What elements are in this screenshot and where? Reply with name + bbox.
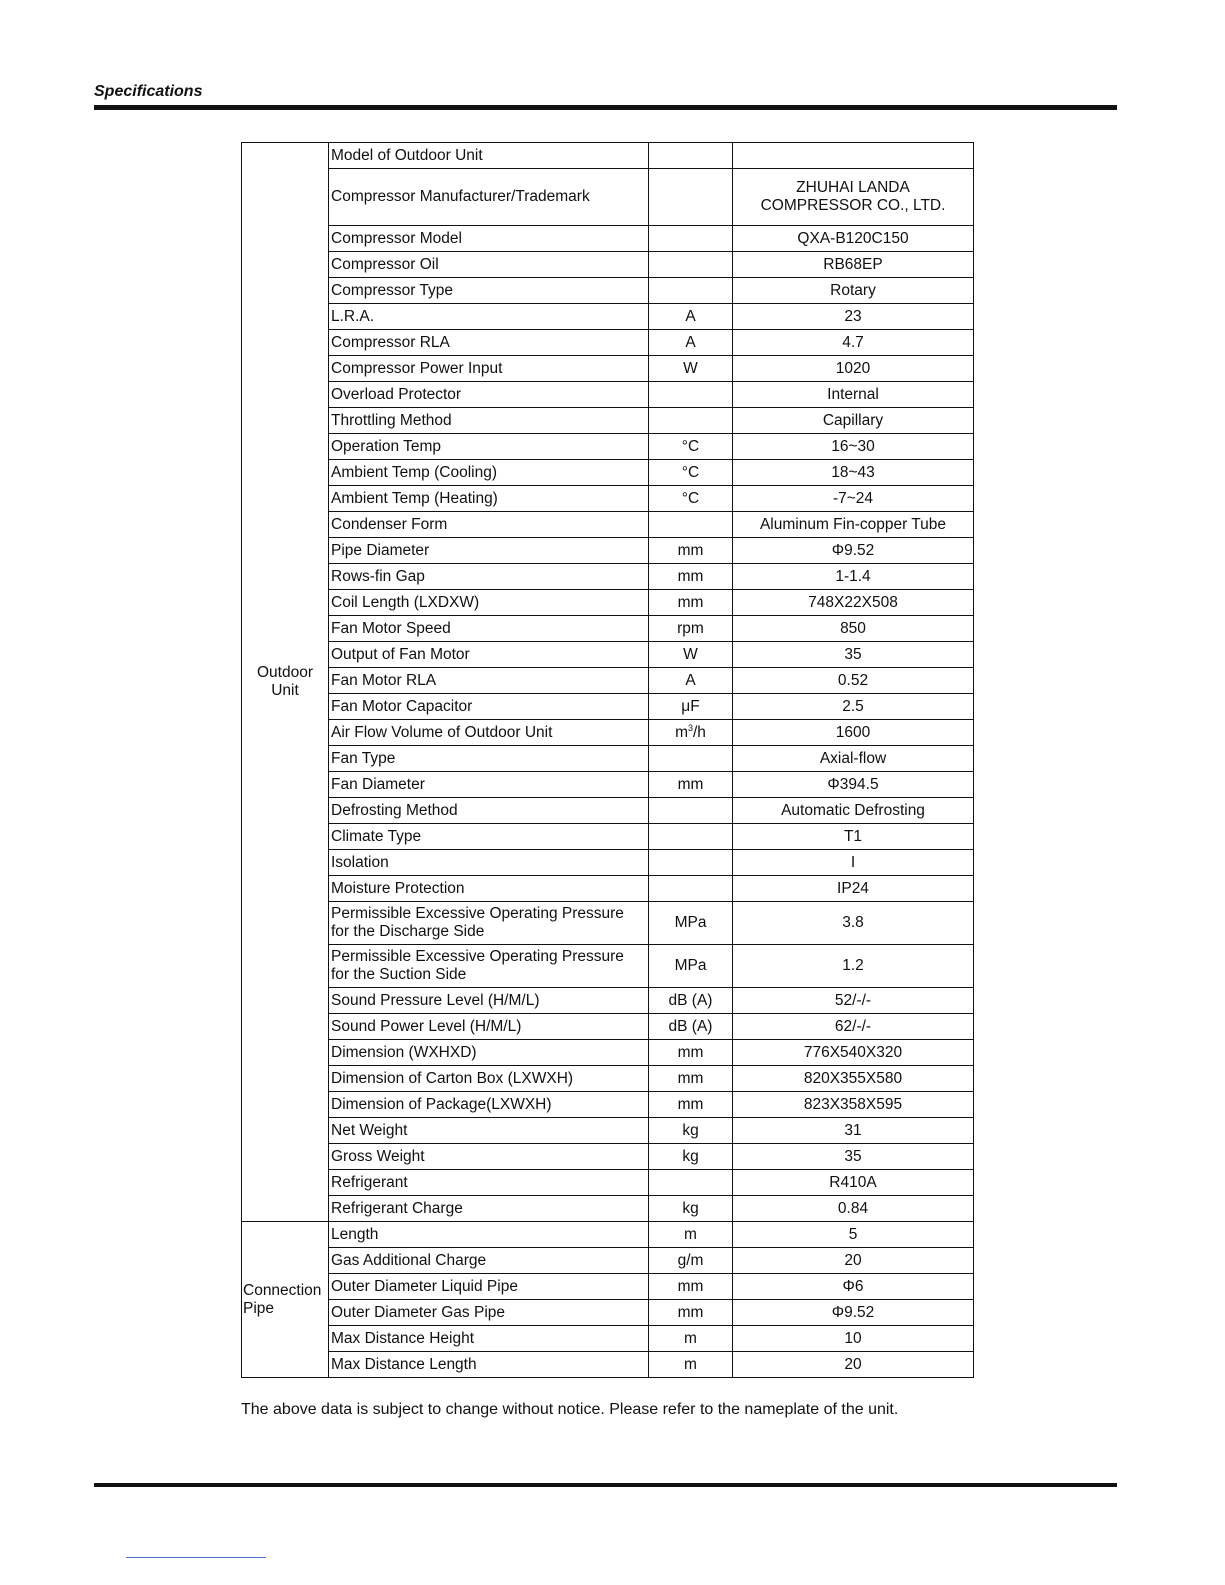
value-cell: 0.52 xyxy=(733,668,974,694)
table-row xyxy=(242,1118,974,1144)
table-row xyxy=(242,746,974,772)
table-row xyxy=(242,143,974,169)
value-cell: 52/-/- xyxy=(733,988,974,1014)
table-row xyxy=(242,1092,974,1118)
value-cell: 10 xyxy=(733,1326,974,1352)
table-row xyxy=(242,434,974,460)
param-cell: Dimension of Package(LXWXH) xyxy=(329,1092,649,1118)
table-row xyxy=(242,1196,974,1222)
unit-cell: MPa xyxy=(649,902,733,945)
unit-cell xyxy=(649,850,733,876)
unit-cell: g/m xyxy=(649,1248,733,1274)
value-cell: RB68EP xyxy=(733,252,974,278)
param-cell: L.R.A. xyxy=(329,304,649,330)
table-row xyxy=(242,590,974,616)
unit-cell: MPa xyxy=(649,945,733,988)
value-cell: 35 xyxy=(733,642,974,668)
param-cell: Length xyxy=(329,1222,649,1248)
unit-cell: m xyxy=(649,1326,733,1352)
unit-cell xyxy=(649,798,733,824)
group-connection-pipe: Connection Pipe xyxy=(242,1222,329,1378)
param-cell: Outer Diameter Liquid Pipe xyxy=(329,1274,649,1300)
unit-cell: kg xyxy=(649,1144,733,1170)
value-cell: 20 xyxy=(733,1352,974,1378)
unit-cell: A xyxy=(649,330,733,356)
header-rule xyxy=(94,105,1117,110)
param-cell: Operation Temp xyxy=(329,434,649,460)
unit-cell: dB (A) xyxy=(649,988,733,1014)
value-cell: Φ9.52 xyxy=(733,538,974,564)
param-cell: Moisture Protection xyxy=(329,876,649,902)
value-cell: 850 xyxy=(733,616,974,642)
param-cell: Ambient Temp (Cooling) xyxy=(329,460,649,486)
unit-cell: mm xyxy=(649,538,733,564)
param-cell: Max Distance Length xyxy=(329,1352,649,1378)
unit-cell: mm xyxy=(649,1300,733,1326)
table-row xyxy=(242,798,974,824)
param-cell: Compressor Oil xyxy=(329,252,649,278)
value-cell: 0.84 xyxy=(733,1196,974,1222)
page-title: Specifications xyxy=(94,83,203,100)
value-cell: Internal xyxy=(733,382,974,408)
value-cell: 23 xyxy=(733,304,974,330)
table-row xyxy=(242,902,974,945)
unit-cell: kg xyxy=(649,1118,733,1144)
table-row xyxy=(242,642,974,668)
unit-cell: W xyxy=(649,356,733,382)
value-cell: 2.5 xyxy=(733,694,974,720)
unit-cell: mm xyxy=(649,590,733,616)
value-cell: 1-1.4 xyxy=(733,564,974,590)
param-cell: Permissible Excessive Operating Pressure for the Discharge Side xyxy=(329,902,649,945)
unit-cell: °C xyxy=(649,434,733,460)
param-cell: Fan Motor RLA xyxy=(329,668,649,694)
unit-cell: mm xyxy=(649,1066,733,1092)
value-cell: 820X355X580 xyxy=(733,1066,974,1092)
value-cell: QXA-B120C150 xyxy=(733,226,974,252)
unit-cell xyxy=(649,252,733,278)
param-cell: Overload Protector xyxy=(329,382,649,408)
param-cell: Dimension of Carton Box (LXWXH) xyxy=(329,1066,649,1092)
value-cell: 823X358X595 xyxy=(733,1092,974,1118)
param-cell: Sound Pressure Level (H/M/L) xyxy=(329,988,649,1014)
value-cell: -7~24 xyxy=(733,486,974,512)
value-cell: T1 xyxy=(733,824,974,850)
value-cell: 748X22X508 xyxy=(733,590,974,616)
table-row xyxy=(242,512,974,538)
value-cell: IP24 xyxy=(733,876,974,902)
value-cell: 1020 xyxy=(733,356,974,382)
unit-cell: W xyxy=(649,642,733,668)
param-cell: Output of Fan Motor xyxy=(329,642,649,668)
unit-base: m xyxy=(675,723,688,741)
param-cell: Outer Diameter Gas Pipe xyxy=(329,1300,649,1326)
param-cell: Dimension (WXHXD) xyxy=(329,1040,649,1066)
unit-cell xyxy=(649,1170,733,1196)
value-cell: Aluminum Fin-copper Tube xyxy=(733,512,974,538)
value-cell: 776X540X320 xyxy=(733,1040,974,1066)
param-cell: Gas Additional Charge xyxy=(329,1248,649,1274)
unit-superscript: 3 xyxy=(687,722,693,733)
unit-cell: A xyxy=(649,304,733,330)
unit-cell: A xyxy=(649,668,733,694)
value-cell: 1.2 xyxy=(733,945,974,988)
unit-cell: mm xyxy=(649,1040,733,1066)
unit-cell xyxy=(649,824,733,850)
param-cell: Air Flow Volume of Outdoor Unit xyxy=(329,720,649,746)
table-row xyxy=(242,1066,974,1092)
unit-cell: m xyxy=(649,1352,733,1378)
table-row xyxy=(242,1326,974,1352)
unit-cell: m xyxy=(649,1222,733,1248)
footer-link-underline xyxy=(126,1557,266,1558)
value-cell: ZHUHAI LANDA COMPRESSOR CO., LTD. xyxy=(733,169,974,226)
unit-cell xyxy=(649,382,733,408)
param-cell: Model of Outdoor Unit xyxy=(329,143,649,169)
table-row xyxy=(242,1170,974,1196)
unit-cell: °C xyxy=(649,486,733,512)
param-cell: Refrigerant Charge xyxy=(329,1196,649,1222)
unit-cell xyxy=(649,408,733,434)
unit-cell: mm xyxy=(649,772,733,798)
table-row xyxy=(242,876,974,902)
table-row xyxy=(242,564,974,590)
value-cell: Rotary xyxy=(733,278,974,304)
table-row xyxy=(242,1144,974,1170)
value-cell: 62/-/- xyxy=(733,1014,974,1040)
param-cell: Compressor Type xyxy=(329,278,649,304)
param-cell: Gross Weight xyxy=(329,1144,649,1170)
value-cell: 3.8 xyxy=(733,902,974,945)
unit-cell xyxy=(649,720,733,746)
table-row xyxy=(242,486,974,512)
table-row xyxy=(242,408,974,434)
param-cell: Refrigerant xyxy=(329,1170,649,1196)
table-row xyxy=(242,1222,974,1248)
unit-cell xyxy=(649,143,733,169)
table-row xyxy=(242,1014,974,1040)
unit-cell xyxy=(649,746,733,772)
unit-cell: rpm xyxy=(649,616,733,642)
value-cell xyxy=(733,143,974,169)
value-cell: Φ394.5 xyxy=(733,772,974,798)
table-row xyxy=(242,850,974,876)
param-cell: Coil Length (LXDXW) xyxy=(329,590,649,616)
value-cell: R410A xyxy=(733,1170,974,1196)
value-cell: 4.7 xyxy=(733,330,974,356)
table-row xyxy=(242,382,974,408)
param-cell: Defrosting Method xyxy=(329,798,649,824)
table-row xyxy=(242,1352,974,1378)
unit-cell: mm xyxy=(649,1274,733,1300)
value-cell: Φ6 xyxy=(733,1274,974,1300)
param-cell: Compressor Manufacturer/Trademark xyxy=(329,169,649,226)
unit-cell xyxy=(649,226,733,252)
value-cell: 18~43 xyxy=(733,460,974,486)
param-cell: Permissible Excessive Operating Pressure for the Suction Side xyxy=(329,945,649,988)
param-cell: Fan Type xyxy=(329,746,649,772)
param-cell: Compressor Power Input xyxy=(329,356,649,382)
table-row xyxy=(242,538,974,564)
value-cell: Automatic Defrosting xyxy=(733,798,974,824)
disclaimer-text: The above data is subject to change without notice. Please refer to the nameplate of the unit. xyxy=(241,1401,899,1418)
table-row xyxy=(242,330,974,356)
param-cell: Rows-fin Gap xyxy=(329,564,649,590)
unit-cell: mm xyxy=(649,1092,733,1118)
value-cell: 5 xyxy=(733,1222,974,1248)
table-row xyxy=(242,824,974,850)
param-cell: Sound Power Level (H/M/L) xyxy=(329,1014,649,1040)
table-row xyxy=(242,772,974,798)
unit-cell xyxy=(649,169,733,226)
table-row xyxy=(242,1040,974,1066)
table-row xyxy=(242,1274,974,1300)
specifications-table xyxy=(241,142,974,1378)
param-cell: Pipe Diameter xyxy=(329,538,649,564)
unit-cell: kg xyxy=(649,1196,733,1222)
param-cell: Fan Motor Capacitor xyxy=(329,694,649,720)
table-row xyxy=(242,694,974,720)
table-row xyxy=(242,1248,974,1274)
param-cell: Compressor Model xyxy=(329,226,649,252)
value-cell: Φ9.52 xyxy=(733,1300,974,1326)
unit-cell: dB (A) xyxy=(649,1014,733,1040)
table-row xyxy=(242,252,974,278)
footer-rule xyxy=(94,1483,1117,1487)
unit-cell: mm xyxy=(649,564,733,590)
unit-cell: μF xyxy=(649,694,733,720)
table-row xyxy=(242,169,974,226)
unit-cell xyxy=(649,876,733,902)
table-row xyxy=(242,356,974,382)
value-cell: I xyxy=(733,850,974,876)
table-row xyxy=(242,304,974,330)
table-row xyxy=(242,945,974,988)
value-cell: Capillary xyxy=(733,408,974,434)
value-cell: Axial-flow xyxy=(733,746,974,772)
value-cell: 16~30 xyxy=(733,434,974,460)
table-row xyxy=(242,720,974,746)
param-cell: Fan Motor Speed xyxy=(329,616,649,642)
table-row xyxy=(242,616,974,642)
table-row xyxy=(242,460,974,486)
unit-rest: /h xyxy=(693,723,706,741)
value-cell: 20 xyxy=(733,1248,974,1274)
param-cell: Condenser Form xyxy=(329,512,649,538)
param-cell: Fan Diameter xyxy=(329,772,649,798)
group-outdoor-unit: Outdoor Unit xyxy=(242,143,329,1222)
unit-cell xyxy=(649,278,733,304)
value-cell: 31 xyxy=(733,1118,974,1144)
param-cell: Max Distance Height xyxy=(329,1326,649,1352)
param-cell: Compressor RLA xyxy=(329,330,649,356)
table-row xyxy=(242,226,974,252)
param-cell: Climate Type xyxy=(329,824,649,850)
table-row xyxy=(242,278,974,304)
param-cell: Net Weight xyxy=(329,1118,649,1144)
param-cell: Isolation xyxy=(329,850,649,876)
table-row xyxy=(242,668,974,694)
value-cell: 35 xyxy=(733,1144,974,1170)
unit-cell: °C xyxy=(649,460,733,486)
param-cell: Throttling Method xyxy=(329,408,649,434)
value-cell: 1600 xyxy=(733,720,974,746)
param-cell: Ambient Temp (Heating) xyxy=(329,486,649,512)
table-row xyxy=(242,1300,974,1326)
unit-cell xyxy=(649,512,733,538)
table-row xyxy=(242,988,974,1014)
